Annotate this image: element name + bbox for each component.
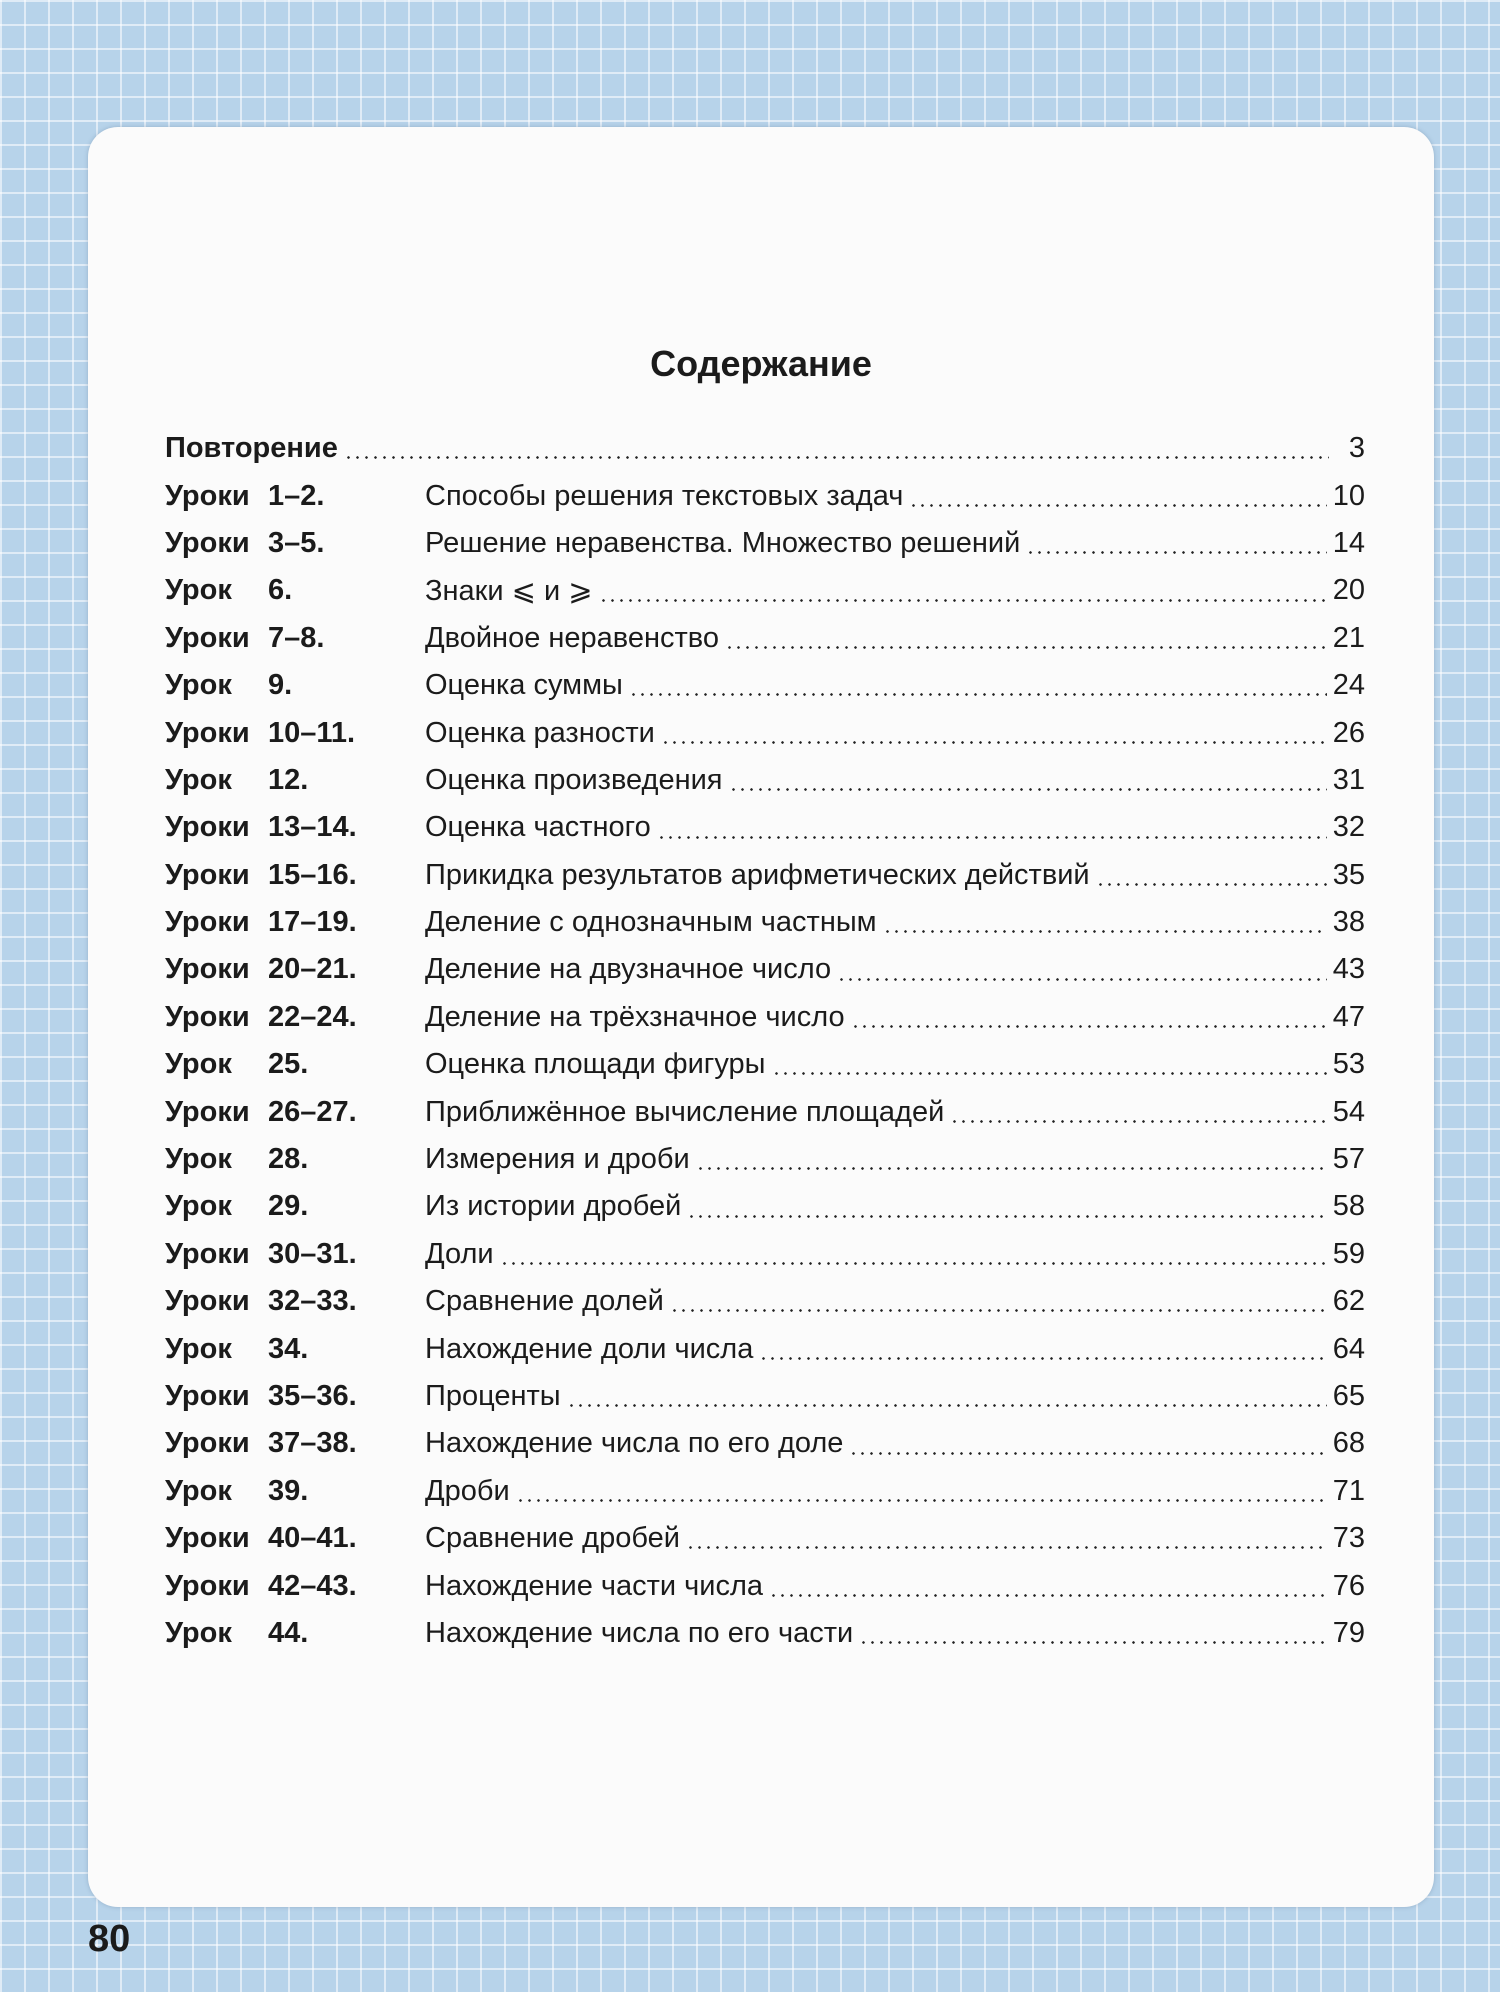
toc-topic: Прикидка результатов арифметических действий: [425, 858, 1090, 891]
toc-page-ref: 62: [1332, 1285, 1365, 1318]
toc-lesson-number: 15–16.: [268, 858, 357, 891]
toc-lesson-label: [165, 1333, 425, 1366]
toc-leader-dots: [772, 1072, 1327, 1075]
contents-card: [88, 127, 1434, 1907]
toc-leader-dots: [516, 1499, 1327, 1502]
toc-lesson-kind: Уроки: [165, 479, 250, 512]
toc-topic: Двойное неравенство: [425, 621, 719, 654]
toc-topic: Деление с однозначным частным: [425, 906, 877, 939]
toc-leader-dots: [909, 504, 1326, 507]
toc-lesson-kind: Урок: [165, 1332, 232, 1365]
toc-lesson-number: 44.: [268, 1616, 309, 1649]
toc-lesson-label: [165, 1522, 425, 1555]
toc-row[interactable]: [165, 1136, 1365, 1183]
toc-page-ref: 43: [1332, 953, 1365, 986]
toc-leader-dots: [567, 1404, 1327, 1407]
toc-lesson-kind: Урок: [165, 669, 232, 702]
toc-page-ref: 3: [1348, 432, 1365, 465]
toc-page-ref: 73: [1332, 1522, 1365, 1555]
toc-leader-dots: [599, 599, 1327, 602]
toc-leader-dots: [670, 1309, 1327, 1312]
toc-leader-dots: [687, 1215, 1326, 1218]
toc-row[interactable]: [165, 520, 1365, 567]
toc-page-ref: 57: [1332, 1143, 1365, 1176]
toc-lesson-kind: Уроки: [165, 858, 250, 891]
toc-row[interactable]: [165, 1183, 1365, 1230]
toc-topic: Нахождение числа по его части: [425, 1616, 854, 1649]
toc-lesson-number: 32–33.: [268, 1285, 357, 1318]
toc-lesson-number: 20–21.: [268, 953, 357, 986]
toc-lesson-number: 35–36.: [268, 1380, 357, 1412]
toc-lesson-number: 17–19.: [268, 906, 357, 939]
toc-topic: Знаки ⩽ и ⩾: [425, 575, 593, 608]
toc-lesson-number: 42–43.: [268, 1569, 357, 1602]
toc-row[interactable]: [165, 1468, 1365, 1515]
toc-lesson-kind: Уроки: [165, 621, 250, 654]
toc-row[interactable]: [165, 709, 1365, 756]
toc-lesson-number: 22–24.: [268, 1000, 357, 1033]
toc-lesson-kind: Уроки: [165, 1095, 250, 1128]
toc-page-ref: 20: [1332, 574, 1365, 607]
toc-lesson-label: [165, 1143, 425, 1176]
toc-lesson-label: [165, 764, 425, 797]
toc-leader-dots: [851, 1025, 1327, 1028]
toc-row[interactable]: [165, 1610, 1365, 1657]
toc-lesson-label: [165, 1427, 425, 1460]
toc-leader-dots: [1096, 883, 1327, 886]
toc-lesson-number: 28.: [268, 1143, 309, 1176]
toc-leader-dots: [883, 930, 1327, 933]
toc-topic: Деление на двузначное число: [425, 953, 832, 986]
toc-page-ref: 47: [1332, 1000, 1365, 1033]
toc-lesson-label: [165, 1570, 425, 1603]
toc-topic: Нахождение доли числа: [425, 1332, 754, 1365]
toc-topic: Нахождение части числа: [425, 1569, 764, 1602]
toc-lesson-kind: Уроки: [165, 953, 250, 986]
toc-lesson-label: [165, 717, 425, 750]
toc-lesson-number: 26–27.: [268, 1095, 357, 1128]
toc-lesson-label: [165, 1380, 425, 1413]
toc-leader-dots: [837, 978, 1327, 981]
toc-topic: Оценка произведения: [425, 763, 723, 796]
toc-lesson-label: [165, 622, 425, 655]
toc-lesson-kind: Уроки: [165, 906, 250, 939]
toc-leader-dots: [725, 646, 1327, 649]
toc-page-ref: 54: [1332, 1095, 1365, 1128]
toc-topic: Доли: [425, 1237, 494, 1270]
toc-row[interactable]: [165, 1420, 1365, 1467]
toc-topic: Сравнение дробей: [425, 1522, 680, 1555]
toc-lesson-kind: Урок: [165, 574, 232, 607]
table-of-contents: [165, 425, 1365, 1657]
toc-row[interactable]: [165, 1373, 1365, 1420]
toc-row[interactable]: [165, 615, 1365, 662]
toc-page-ref: 65: [1332, 1380, 1365, 1412]
toc-leader-dots: [686, 1546, 1327, 1549]
toc-row[interactable]: [165, 946, 1365, 993]
toc-row[interactable]: [165, 1231, 1365, 1278]
toc-leader-dots: [629, 693, 1327, 696]
toc-lesson-label: [165, 1238, 425, 1271]
toc-lesson-number: 9.: [268, 669, 293, 702]
toc-lesson-number: 37–38.: [268, 1427, 357, 1460]
toc-page-ref: 71: [1332, 1474, 1365, 1507]
toc-row[interactable]: [165, 662, 1365, 709]
toc-leader-dots: [729, 788, 1327, 791]
toc-lesson-kind: Уроки: [165, 1569, 250, 1602]
toc-lesson-kind: Уроки: [165, 526, 250, 559]
toc-leader-dots: [769, 1594, 1327, 1597]
toc-lesson-number: 10–11.: [268, 716, 356, 749]
toc-page-ref: 10: [1332, 479, 1365, 512]
toc-lesson-number: 25.: [268, 1048, 309, 1081]
toc-page-ref: 38: [1332, 906, 1365, 939]
toc-lesson-label: [165, 1096, 425, 1129]
toc-lesson-kind: Уроки: [165, 1522, 250, 1555]
toc-lesson-kind: Урок: [165, 1190, 232, 1223]
toc-lesson-label: [165, 527, 425, 560]
toc-row[interactable]: [165, 1041, 1365, 1088]
toc-lesson-number: 12.: [268, 763, 309, 796]
toc-lesson-kind: Уроки: [165, 1237, 250, 1270]
toc-page-ref: 14: [1332, 526, 1365, 559]
toc-lesson-number: 39.: [268, 1474, 309, 1507]
toc-topic: Из истории дробей: [425, 1190, 682, 1223]
toc-topic: Оценка частного: [425, 811, 651, 844]
toc-topic: Оценка разности: [425, 716, 655, 749]
toc-lesson-label: [165, 669, 425, 702]
toc-page-ref: 68: [1332, 1427, 1365, 1460]
toc-row[interactable]: [165, 804, 1365, 851]
toc-lesson-label: [165, 1475, 425, 1508]
toc-lesson-number: 13–14.: [268, 811, 357, 844]
toc-topic: Способы решения текстовых задач: [425, 479, 904, 512]
toc-topic: Приближённое вычисление площадей: [425, 1095, 945, 1128]
toc-leader-dots: [859, 1641, 1327, 1644]
toc-lesson-number: 1–2.: [268, 479, 325, 512]
toc-topic: Дроби: [425, 1474, 510, 1507]
toc-lesson-label: [165, 574, 425, 607]
toc-lesson-kind: Уроки: [165, 1000, 250, 1033]
toc-lesson-label: [165, 1001, 425, 1034]
toc-row[interactable]: [165, 852, 1365, 899]
toc-leader-dots: [1026, 551, 1326, 554]
toc-lesson-kind: Урок: [165, 763, 232, 796]
toc-row[interactable]: [165, 1515, 1365, 1562]
toc-leader-dots: [849, 1452, 1326, 1455]
toc-lesson-kind: Уроки: [165, 716, 250, 749]
toc-lesson-kind: Уроки: [165, 1427, 250, 1460]
toc-page-ref: 21: [1332, 621, 1365, 654]
toc-row[interactable]: [165, 899, 1365, 946]
toc-leader-dots: [759, 1357, 1326, 1360]
toc-page-ref: 59: [1332, 1237, 1365, 1270]
toc-page-ref: 53: [1332, 1048, 1365, 1081]
toc-lesson-number: 30–31.: [268, 1237, 357, 1270]
toc-page-ref: 32: [1332, 811, 1365, 844]
toc-row[interactable]: [165, 994, 1365, 1041]
toc-page-ref: 35: [1332, 858, 1365, 891]
toc-leader-dots: [950, 1120, 1326, 1123]
toc-lesson-kind: Урок: [165, 1616, 232, 1649]
toc-page-ref: 79: [1332, 1616, 1365, 1649]
toc-page-ref: 64: [1332, 1332, 1365, 1365]
toc-leader-dots: [500, 1262, 1327, 1265]
toc-page-ref: 76: [1332, 1569, 1365, 1602]
toc-topic: Нахождение числа по его доле: [425, 1427, 844, 1460]
toc-leader-dots: [696, 1167, 1327, 1170]
toc-lesson-kind: Уроки: [165, 1380, 250, 1412]
toc-lesson-number: 34.: [268, 1332, 309, 1365]
toc-page-ref: 26: [1332, 716, 1365, 749]
toc-lesson-label: [165, 1617, 425, 1650]
toc-row[interactable]: [165, 1278, 1365, 1325]
toc-topic: Оценка суммы: [425, 669, 623, 702]
toc-topic: Проценты: [425, 1380, 561, 1412]
toc-lesson-label: [165, 1048, 425, 1081]
toc-topic: Решение неравенства. Множество решений: [425, 526, 1021, 559]
page-title: Содержание: [650, 343, 872, 384]
toc-row[interactable]: [165, 472, 1365, 519]
toc-row[interactable]: [165, 1088, 1365, 1135]
toc-lesson-kind: Уроки: [165, 811, 250, 844]
toc-lesson-kind: Урок: [165, 1143, 232, 1176]
toc-page-ref: 58: [1332, 1190, 1365, 1223]
toc-lesson-label: [165, 1190, 425, 1223]
page-number: 80: [88, 1918, 131, 1960]
toc-lesson-label: [165, 1285, 425, 1318]
toc-lesson-number: 7–8.: [268, 621, 325, 654]
toc-lesson-number: 3–5.: [268, 526, 325, 559]
toc-row[interactable]: [165, 757, 1365, 804]
toc-lesson-label: [165, 906, 425, 939]
toc-leader-dots: [657, 836, 1327, 839]
toc-page-ref: 31: [1332, 763, 1365, 796]
toc-row[interactable]: [165, 567, 1365, 614]
toc-intro-label: Повторение: [165, 432, 338, 465]
toc-lesson-number: 29.: [268, 1190, 309, 1223]
toc-lesson-label: [165, 480, 425, 513]
toc-lesson-number: 6.: [268, 574, 293, 607]
toc-page-ref: 24: [1332, 669, 1365, 702]
toc-row[interactable]: [165, 1562, 1365, 1609]
toc-lesson-kind: Урок: [165, 1474, 232, 1507]
toc-lesson-label: [165, 859, 425, 892]
toc-leader-dots: [661, 741, 1327, 744]
toc-topic: Сравнение долей: [425, 1285, 664, 1318]
toc-lesson-kind: Урок: [165, 1048, 232, 1081]
toc-row-intro[interactable]: [165, 425, 1365, 472]
toc-topic: Деление на трёхзначное число: [425, 1000, 845, 1033]
toc-leader-dots: [344, 456, 1329, 459]
toc-lesson-kind: Уроки: [165, 1285, 250, 1318]
toc-lesson-label: [165, 953, 425, 986]
toc-topic: Измерения и дроби: [425, 1143, 690, 1176]
toc-lesson-number: 40–41.: [268, 1522, 357, 1555]
toc-lesson-label: [165, 811, 425, 844]
toc-row[interactable]: [165, 1325, 1365, 1372]
toc-topic: Оценка площади фигуры: [425, 1048, 766, 1081]
